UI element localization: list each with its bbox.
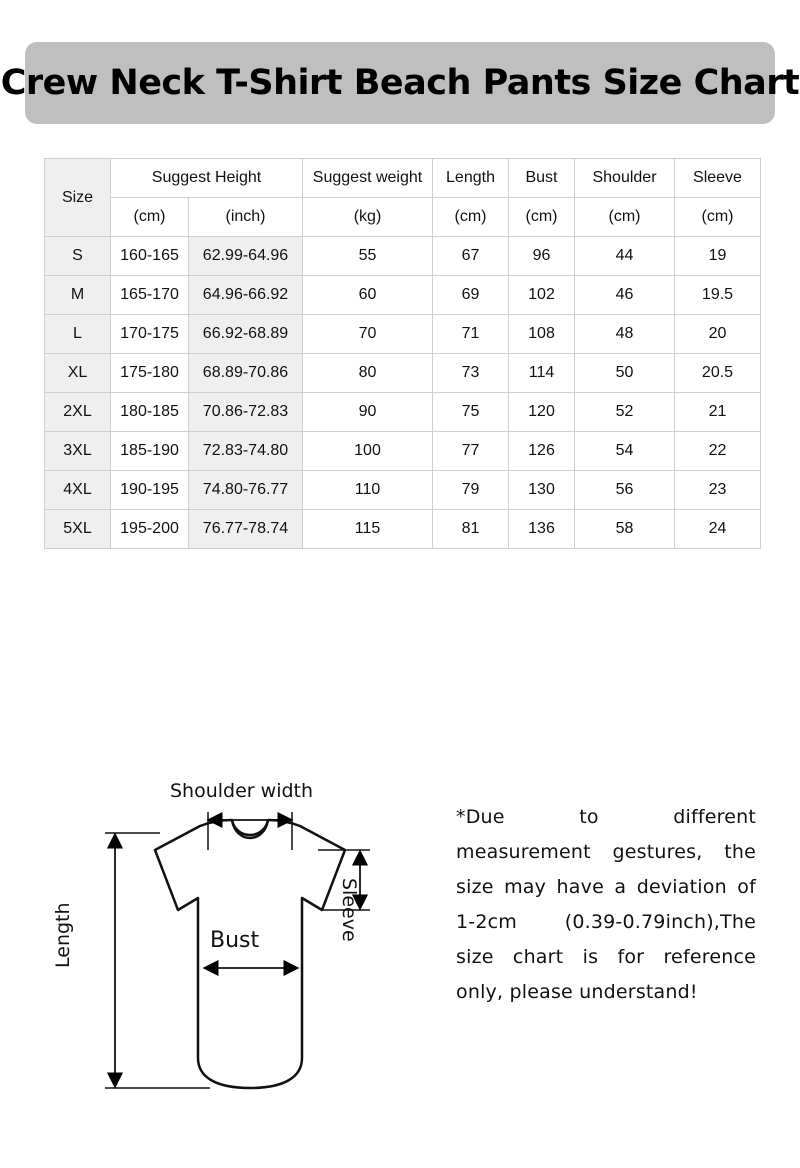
cell-length: 79: [433, 471, 509, 510]
cell-size: 3XL: [45, 432, 111, 471]
cell-weight: 100: [303, 432, 433, 471]
cell-length: 69: [433, 276, 509, 315]
cell-height-inch: 72.83-74.80: [189, 432, 303, 471]
cell-bust: 136: [509, 510, 575, 549]
table-header-row: [45, 159, 761, 198]
cell-weight: 80: [303, 354, 433, 393]
cell-bust: 96: [509, 237, 575, 276]
tshirt-outline: [155, 820, 345, 1088]
cell-size: M: [45, 276, 111, 315]
cell-height-cm: 160-165: [111, 237, 189, 276]
unit-sleeve-cm: (cm): [675, 198, 761, 237]
cell-height-inch: 70.86-72.83: [189, 393, 303, 432]
cell-height-inch: 76.77-78.74: [189, 510, 303, 549]
length-label: Length: [52, 902, 74, 968]
table-row: [45, 354, 761, 393]
cell-weight: 90: [303, 393, 433, 432]
cell-length: 71: [433, 315, 509, 354]
cell-size: S: [45, 237, 111, 276]
header-sleeve: Sleeve: [675, 159, 761, 198]
cell-height-cm: 195-200: [111, 510, 189, 549]
cell-weight: 55: [303, 237, 433, 276]
cell-bust: 120: [509, 393, 575, 432]
page-title: Crew Neck T-Shirt Beach Pants Size Chart: [0, 63, 800, 103]
cell-weight: 60: [303, 276, 433, 315]
cell-bust: 130: [509, 471, 575, 510]
cell-height-cm: 185-190: [111, 432, 189, 471]
table-row: [45, 432, 761, 471]
cell-sleeve: 19.5: [675, 276, 761, 315]
cell-size: 2XL: [45, 393, 111, 432]
cell-length: 75: [433, 393, 509, 432]
table-unit-row: [45, 198, 761, 237]
cell-shoulder: 54: [575, 432, 675, 471]
sleeve-label: Sleeve: [338, 878, 360, 942]
cell-height-inch: 68.89-70.86: [189, 354, 303, 393]
unit-length-cm: (cm): [433, 198, 509, 237]
cell-height-cm: 170-175: [111, 315, 189, 354]
table-row: [45, 315, 761, 354]
header-suggest-height: Suggest Height: [111, 159, 303, 198]
cell-shoulder: 58: [575, 510, 675, 549]
size-table: [44, 158, 761, 549]
cell-sleeve: 24: [675, 510, 761, 549]
header-bust: Bust: [509, 159, 575, 198]
header-length: Length: [433, 159, 509, 198]
cell-shoulder: 50: [575, 354, 675, 393]
cell-length: 81: [433, 510, 509, 549]
cell-shoulder: 44: [575, 237, 675, 276]
measurement-note: *Due to different measurement gestures, the size may have a deviation of 1-2cm (0.39-0.79inch),The size chart is for reference only, please understand!: [456, 806, 756, 1003]
unit-weight-kg: (kg): [303, 198, 433, 237]
cell-sleeve: 19: [675, 237, 761, 276]
cell-size: L: [45, 315, 111, 354]
cell-length: 77: [433, 432, 509, 471]
cell-height-cm: 165-170: [111, 276, 189, 315]
table-row: [45, 276, 761, 315]
cell-length: 67: [433, 237, 509, 276]
cell-shoulder: 46: [575, 276, 675, 315]
unit-bust-cm: (cm): [509, 198, 575, 237]
cell-size: XL: [45, 354, 111, 393]
cell-size: 5XL: [45, 510, 111, 549]
tshirt-diagram-svg: [60, 758, 440, 1158]
cell-weight: 110: [303, 471, 433, 510]
cell-height-cm: 180-185: [111, 393, 189, 432]
cell-bust: 108: [509, 315, 575, 354]
cell-height-inch: 62.99-64.96: [189, 237, 303, 276]
cell-size: 4XL: [45, 471, 111, 510]
title-banner: [0, 42, 800, 124]
cell-shoulder: 48: [575, 315, 675, 354]
cell-length: 73: [433, 354, 509, 393]
shoulder-width-label: Shoulder width: [170, 780, 314, 802]
unit-shoulder-cm: (cm): [575, 198, 675, 237]
table-row: [45, 393, 761, 432]
cell-height-inch: 66.92-68.89: [189, 315, 303, 354]
table-row: [45, 471, 761, 510]
table-row: [45, 510, 761, 549]
header-shoulder: Shoulder: [575, 159, 675, 198]
unit-height-inch: (inch): [189, 198, 303, 237]
cell-sleeve: 22: [675, 432, 761, 471]
cell-bust: 114: [509, 354, 575, 393]
cell-height-inch: 74.80-76.77: [189, 471, 303, 510]
cell-shoulder: 52: [575, 393, 675, 432]
cell-sleeve: 20: [675, 315, 761, 354]
table-row: [45, 237, 761, 276]
tshirt-measurement-diagram: [52, 758, 440, 1158]
bust-label: Bust: [210, 928, 260, 953]
cell-height-cm: 190-195: [111, 471, 189, 510]
cell-sleeve: 21: [675, 393, 761, 432]
cell-shoulder: 56: [575, 471, 675, 510]
cell-bust: 126: [509, 432, 575, 471]
cell-weight: 70: [303, 315, 433, 354]
bottom-section: [0, 748, 800, 1168]
size-table-container: [44, 158, 760, 549]
unit-height-cm: (cm): [111, 198, 189, 237]
cell-weight: 115: [303, 510, 433, 549]
cell-height-inch: 64.96-66.92: [189, 276, 303, 315]
cell-sleeve: 23: [675, 471, 761, 510]
cell-bust: 102: [509, 276, 575, 315]
cell-sleeve: 20.5: [675, 354, 761, 393]
header-size: Size: [45, 159, 111, 237]
cell-height-cm: 175-180: [111, 354, 189, 393]
header-suggest-weight: Suggest weight: [303, 159, 433, 198]
